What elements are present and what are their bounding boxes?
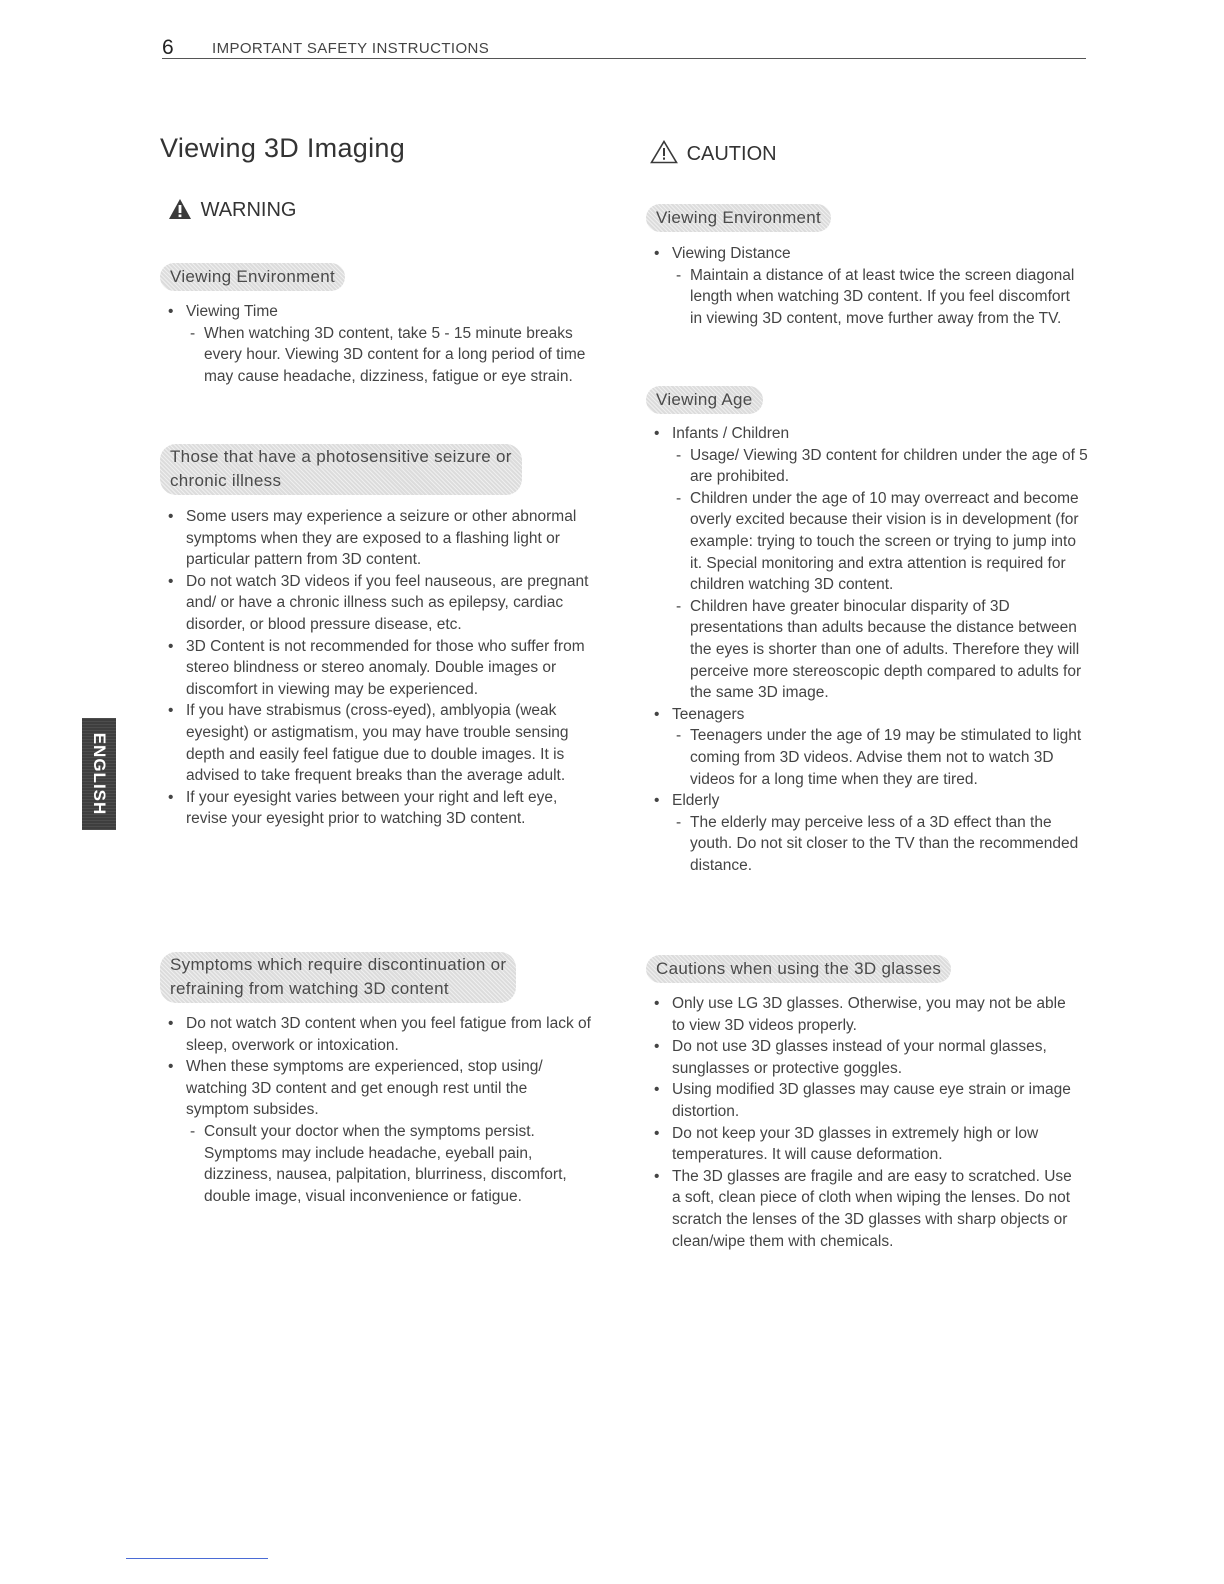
sub-list-item: - Usage/ Viewing 3D content for children under the age of 5 are prohibited. [676,446,1088,486]
list-item: • Teenagers - Teenagers under the age of 19 may be stimulated to light coming from 3D videos. Advise them not to watch 3D videos for a long time when they are tired. [648,704,1088,790]
list-item: • If you have strabismus (cross-eyed), amblyopia (weak eyesight) or astigmatism, you may have trouble sensing depth and easily feel fatigue due to double images. It is advised to take frequent breaks than the average adult. [168,702,569,785]
list-item: • Do not watch 3D videos if you feel nauseous, are pregnant and/ or have a chronic illness such as epilepsy, cardiac disorder, or blood pressure disease, etc. [168,572,589,633]
list-item: • Some users may experience a seizure or other abnormal symptoms when they are exposed to a flashing light or particular pattern from 3D content. [168,508,577,569]
sub-list-item: - Children under the age of 10 may overreact and become overly excited because their vision is in development (for example: trying to touch the screen or trying to jump into it. Special monitoring and extra attention is required for children watching 3D content. [676,489,1079,594]
list-item: • Elderly - The elderly may perceive less of a 3D effect than the youth. Do not sit closer to the TV than the recommended distance. [648,790,1088,876]
caution-viewing-environment-list [648,243,1078,329]
page-header [162,36,1086,59]
footer-rule [126,1558,268,1559]
caution-icon [650,143,687,165]
sub-list-item: - When watching 3D content, take 5 - 15 minute breaks every hour. Viewing 3D content for a long period of time may cause headache, dizziness, fatigue or eye strain. [190,324,586,385]
list-item: • Infants / Children - Usage/ Viewing 3D content for children under the age of 5 are prohibited. - Children under the age of 10 may overreact and become overly excited because their vision is in development (for example: trying to touch the screen or trying to jump into it. Special monitoring and extra attention is required for children watching 3D content. - Children have greater binocular disparity of 3D presentations than adults because the distance between the eyes is shorter than one of adults. Therefore they will perceive more stereoscopic depth compared to adults for the same 3D image. [648,423,1088,704]
sub-list-item: - Children have greater binocular disparity of 3D presentations than adults because the distance between the eyes is shorter than one of adults. Therefore they will perceive more stereoscopic depth compared to adults for the same 3D image. [676,597,1082,702]
list-item: • When these symptoms are experienced, stop using/ watching 3D content and get enough rest until the symptom subsides. - Consult your doctor when the symptoms persist. Symptoms may include headache, eyeball pain, dizziness, nausea, palpitation, blurriness, discomfort, double image, visual inconvenience or fatigue. [162,1056,592,1207]
language-side-tab-label: ENGLISH [90,732,109,816]
subsection-heading-viewing-environment: Viewing Environment [160,263,345,291]
caution-3d-glasses-list [648,993,1078,1252]
subsection-heading-viewing-environment-caution: Viewing Environment [646,204,831,232]
list-item: • Using modified 3D glasses may cause eye strain or image distortion. [654,1081,1071,1120]
sub-list-item: - The elderly may perceive less of a 3D effect than the youth. Do not sit closer to the TV than the recommended distance. [676,813,1079,874]
sub-list-item: - Maintain a distance of at least twice the screen diagonal length when watching 3D content. If you feel discomfort in viewing 3D content, move further away from the TV. [676,266,1075,327]
list-item: • The 3D glasses are fragile and are easy to scratched. Use a soft, clean piece of cloth when wiping the lenses. Do not scratch the lenses of the 3D glasses with sharp objects or clean/wipe them with chemicals. [654,1167,1072,1250]
list-item: • Do not watch 3D content when you feel fatigue from lack of sleep, overwork or intoxication. [168,1015,591,1054]
warning-heading [168,198,296,222]
caution-heading [650,140,777,166]
warning-symptoms-list [162,1013,592,1207]
warning-viewing-environment-list [162,301,592,387]
warning-label: WARNING [200,199,297,221]
caution-viewing-age-list [648,423,1088,876]
subsection-heading-photosensitive: Those that have a photosensitive seizure or chronic illness [160,444,522,495]
section-title: Viewing 3D Imaging [160,133,406,163]
caution-label: CAUTION [686,143,777,165]
subsection-heading-3d-glasses: Cautions when using the 3D glasses [646,955,951,983]
subsection-heading-symptoms: Symptoms which require discontinuation or refraining from watching 3D content [160,952,516,1003]
warning-icon [168,199,201,221]
sub-list-item: - Teenagers under the age of 19 may be stimulated to light coming from 3D videos. Advise them not to watch 3D videos for a long time when they are tired. [676,727,1082,788]
list-item: • If your eyesight varies between your right and left eye, revise your eyesight prior to watching 3D content. [168,788,558,828]
list-item: • Do not keep your 3D glasses in extremely high or low temperatures. It will cause deformation. [654,1124,1039,1164]
warning-photosensitive-list [162,506,592,830]
sub-list-item: - Consult your doctor when the symptoms persist. Symptoms may include headache, eyeball pain, dizziness, nausea, palpitation, blurriness, discomfort, double image, visual inconvenience or fatigue. [190,1122,567,1205]
header-title: IMPORTANT SAFETY INSTRUCTIONS [212,40,490,57]
list-item: • Do not use 3D glasses instead of your normal glasses, sunglasses or protective goggles. [654,1038,1047,1077]
list-item: • Viewing Time - When watching 3D content, take 5 - 15 minute breaks every hour. Viewing 3D content for a long period of time may cause headache, dizziness, fatigue or eye strain. [162,301,592,387]
list-item: • Only use LG 3D glasses. Otherwise, you may not be able to view 3D videos properly. [654,995,1066,1034]
subsection-heading-viewing-age: Viewing Age [646,386,763,414]
language-side-tab [82,718,116,830]
list-item: • 3D Content is not recommended for those who suffer from stereo blindness or stereo anomaly. Double images or discomfort in viewing may be experienced. [168,637,585,698]
page-number: 6 [162,36,174,59]
list-item: • Viewing Distance - Maintain a distance of at least twice the screen diagonal length when watching 3D content. If you feel discomfort in viewing 3D content, move further away from the TV. [648,243,1078,329]
